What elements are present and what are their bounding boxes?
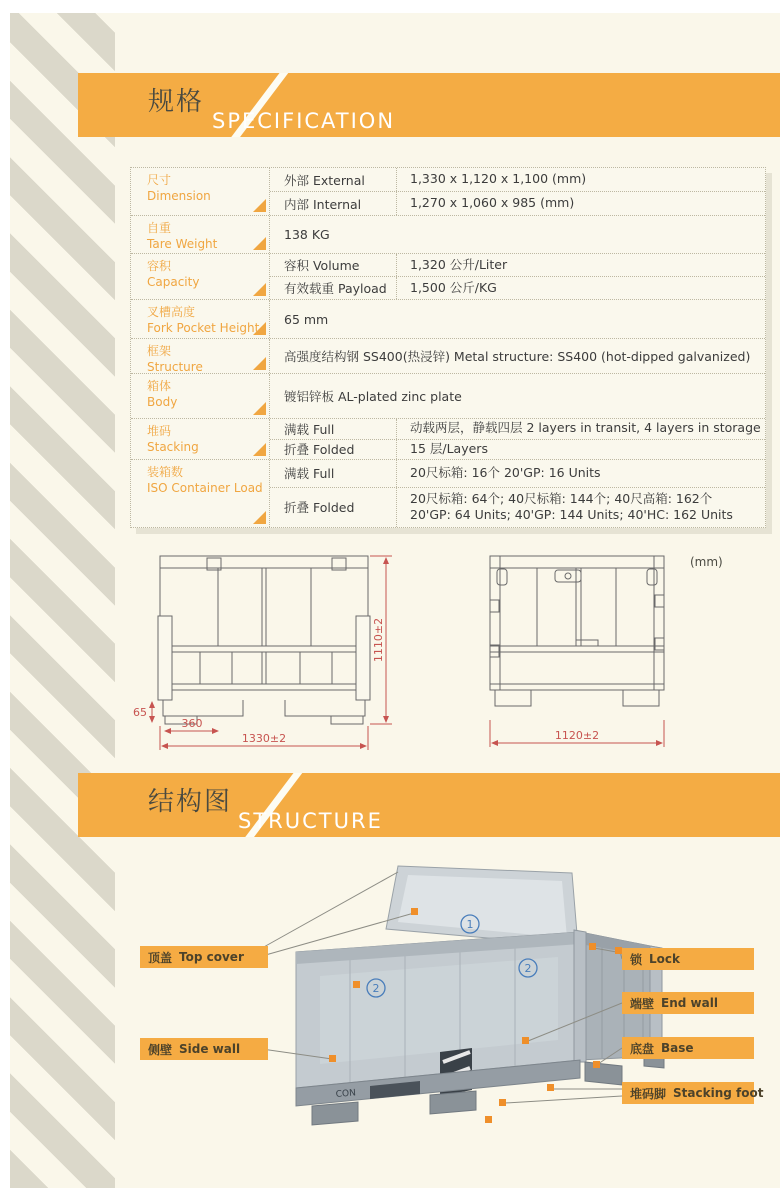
sub-value: 20尺标箱: 16个 20'GP: 16 Units (410, 465, 601, 481)
row-label: 自重 Tare Weight (131, 216, 270, 253)
sub-key: 折叠 Folded (270, 440, 397, 460)
table-row (131, 339, 765, 374)
table-row (131, 374, 765, 419)
front-height-dim: 1110±2 (372, 617, 385, 663)
specification-table (130, 167, 766, 528)
sub-key: 满载 Full (270, 419, 397, 439)
sub-key: 折叠 Folded (270, 488, 397, 527)
callout-number: 2 (372, 982, 380, 995)
table-row (131, 254, 765, 300)
label-side-wall: 侧壁 Side wall (140, 1038, 268, 1060)
table-row (131, 460, 765, 527)
front-width-dim: 1330±2 (241, 732, 287, 745)
sub-key: 容积 Volume (270, 254, 397, 276)
diagonal-stripes-decoration (10, 13, 115, 1188)
row-label: 容积 Capacity (131, 254, 270, 299)
row-label: 装箱数 ISO Container Load (131, 460, 270, 527)
structure-header-band (78, 773, 780, 837)
corner-triangle-icon (253, 283, 266, 296)
label-end-wall: 端壁 End wall (622, 992, 754, 1014)
corner-triangle-icon (253, 322, 266, 335)
row-label: 框架 Structure (131, 339, 270, 373)
box-logo-text: CON (335, 1088, 357, 1100)
structure-title-zh: 结构图 (148, 787, 233, 817)
side-view-drawing (490, 556, 664, 706)
technical-drawings (130, 545, 780, 775)
corner-triangle-icon (253, 199, 266, 212)
side-width-dim: 1120±2 (554, 729, 600, 742)
row-label: 叉槽高度 Fork Pocket Height (131, 300, 270, 338)
dimension-lines (152, 556, 664, 750)
table-row (131, 216, 765, 254)
callout-number: 2 (524, 962, 532, 975)
row-value: 高强度结构钢 SS400(热浸锌) Metal structure: SS400 (hot-dipped galvanized) (284, 349, 751, 364)
specification-title-zh: 规格 (148, 87, 205, 117)
sub-value: 20尺标箱: 64个; 40尺标箱: 144个; 40尺高箱: 162个 20'GP: 64 Units; 40'GP: 144 Units; 40'HC: 162 Units (410, 490, 733, 523)
specification-header-band (78, 73, 780, 137)
callout-number: 1 (466, 918, 474, 931)
page-background (10, 13, 780, 1188)
label-lock: 锁 Lock (622, 948, 754, 970)
front-fork-dim: 65 (133, 706, 147, 719)
corner-triangle-icon (253, 443, 266, 456)
sub-value: 1,330 x 1,120 x 1,100 (mm) (410, 171, 587, 187)
sub-value: 动载两层，静载四层 2 layers in transit, 4 layers in storage (410, 420, 761, 436)
front-foot-dim: 360 (181, 717, 203, 730)
table-row (131, 300, 765, 339)
corner-triangle-icon (253, 511, 266, 524)
label-base: 底盘 Base (622, 1037, 754, 1059)
sub-key: 外部 External (270, 168, 397, 191)
sub-key: 内部 Internal (270, 192, 397, 215)
corner-triangle-icon (253, 237, 266, 250)
sub-value: 15 层/Layers (410, 440, 488, 456)
structure-title-en: STRUCTURE (238, 809, 383, 833)
row-label: 箱体 Body (131, 374, 270, 418)
row-value: 65 mm (284, 311, 329, 327)
row-value: 镀铝锌板 AL-plated zinc plate (284, 389, 462, 404)
specification-title-en: SPECIFICATION (212, 109, 396, 133)
sub-key: 满载 Full (270, 460, 397, 487)
row-label: 堆码 Stacking (131, 419, 270, 459)
row-label: 尺寸 Dimension (131, 168, 270, 215)
sub-value: 1,320 公升/Liter (410, 256, 508, 272)
row-value: 138 KG (284, 227, 330, 242)
label-top-cover: 顶盖 Top cover (140, 946, 268, 968)
sub-value: 1,500 公斤/KG (410, 279, 497, 295)
sub-value: 1,270 x 1,060 x 985 (mm) (410, 195, 575, 211)
table-row (131, 419, 765, 460)
corner-triangle-icon (253, 402, 266, 415)
corner-triangle-icon (253, 357, 266, 370)
sub-key: 有效载重 Payload (270, 277, 397, 299)
unit-note: (mm) (690, 555, 723, 569)
front-view-drawing (158, 556, 370, 724)
label-stacking-foot: 堆码脚 Stacking foot (622, 1082, 754, 1104)
table-row (131, 168, 765, 216)
